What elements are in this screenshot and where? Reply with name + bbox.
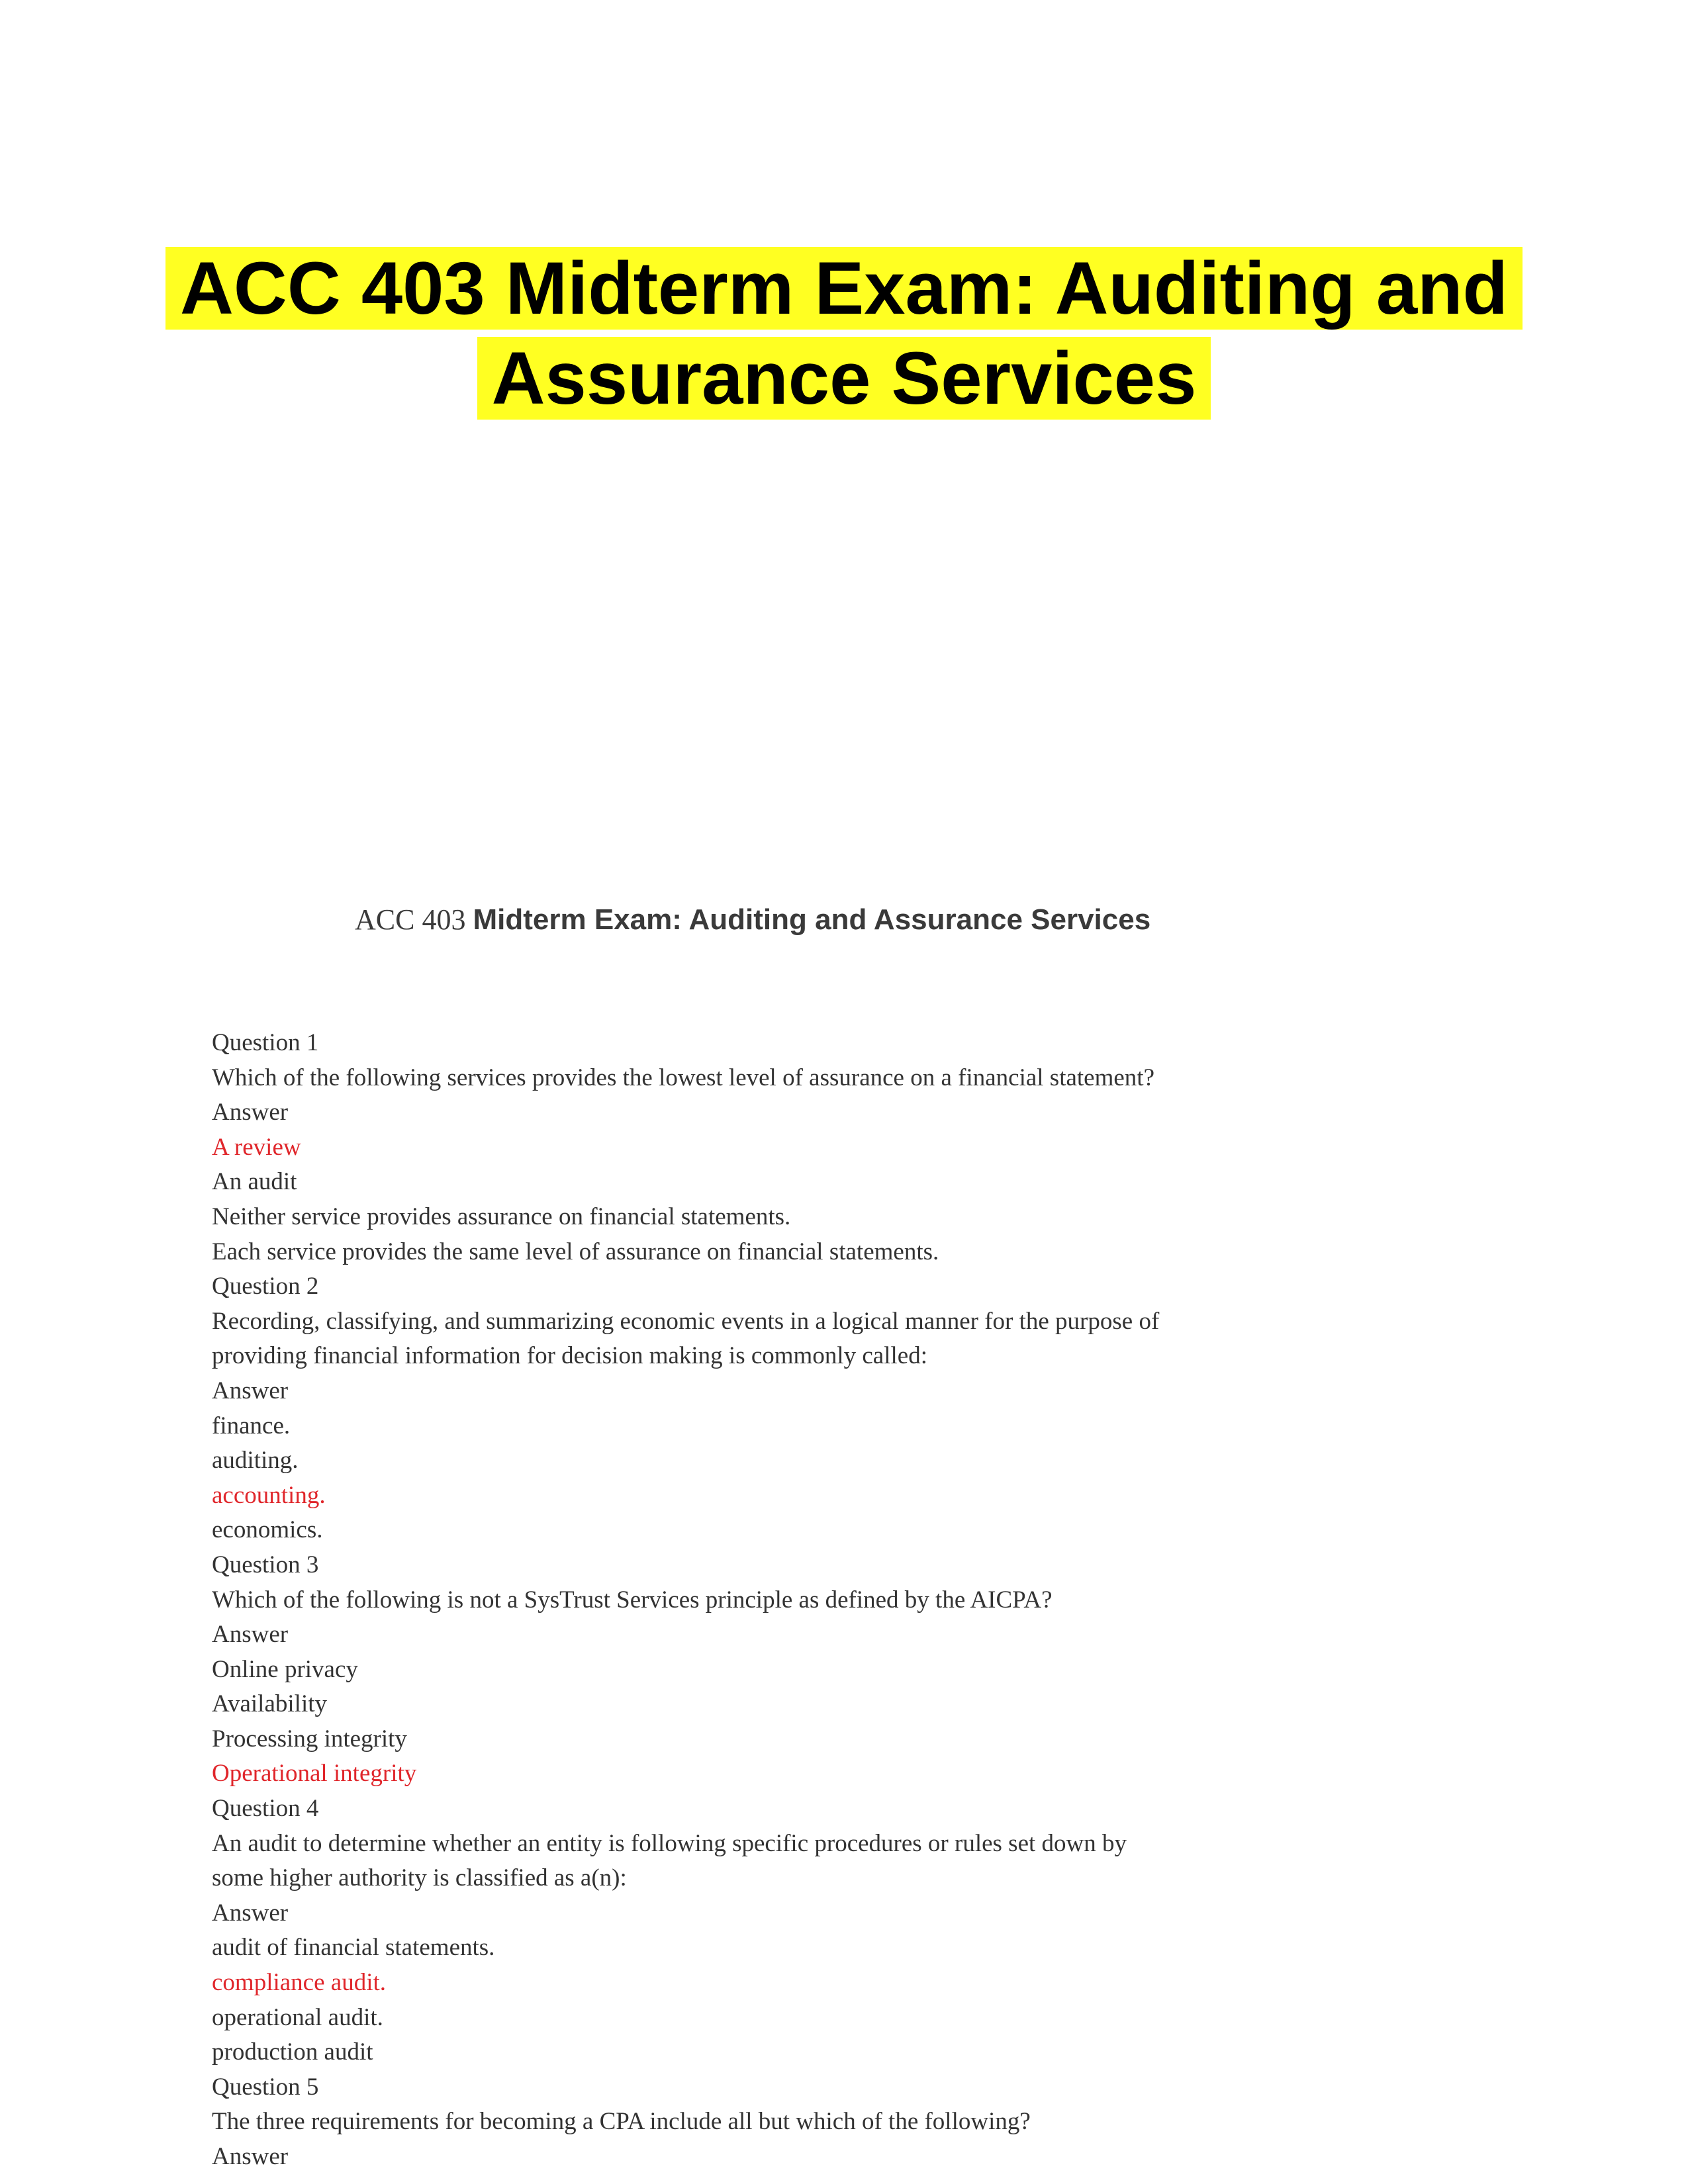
question-number: Question 2 — [212, 1273, 319, 1300]
text-line: Recording, classifying, and summarizing economic events in a logical manner for the purpose of — [212, 1307, 1160, 1335]
question-number: Question 5 — [212, 2073, 319, 2101]
text-line: Each service provides the same level of assurance on financial statements. — [212, 1238, 939, 1265]
scanned-exam-page — [199, 887, 1456, 2184]
text-line: Online privacy — [212, 1655, 358, 1683]
text-line: Processing integrity — [212, 1725, 407, 1752]
text-line: providing financial information for decision making is commonly called: — [212, 1342, 927, 1370]
text-line: Availability — [212, 1690, 327, 1718]
question-number: Question 4 — [212, 1795, 319, 1823]
correct-answer-option: Operational integrity — [212, 1760, 417, 1788]
answer-label: Answer — [212, 1099, 289, 1126]
title-highlight-line-2: Assurance Services — [477, 337, 1211, 420]
title-highlight-line-1: ACC 403 Midterm Exam: Auditing and — [165, 247, 1523, 330]
answer-label: Answer — [212, 1377, 289, 1404]
text-line: operational audit. — [212, 2003, 383, 2031]
question-answer-list — [212, 1026, 1443, 2175]
scan-page-title — [355, 900, 1150, 940]
answer-label: Answer — [212, 1899, 289, 1927]
scan-title-course-code: ACC 403 — [355, 903, 466, 936]
text-line: Neither service provides assurance on financial statements. — [212, 1203, 791, 1230]
text-line: auditing. — [212, 1447, 299, 1475]
text-line: production audit — [212, 2038, 373, 2066]
correct-answer-option: A review — [212, 1133, 301, 1161]
question-number: Question 3 — [212, 1551, 319, 1578]
text-line: An audit to determine whether an entity is following specific procedures or rules set down by — [212, 1829, 1127, 1857]
text-line: some higher authority is classified as a(n): — [212, 1864, 627, 1892]
correct-answer-option: compliance audit. — [212, 1969, 387, 1997]
answer-label: Answer — [212, 2143, 289, 2170]
document-title — [0, 244, 1688, 424]
text-line: The three requirements for becoming a CPA include all but which of the following? — [212, 2108, 1031, 2136]
text-line: Which of the following services provides the lowest level of assurance on a financial statement? — [212, 1064, 1155, 1091]
text-line: economics. — [212, 1516, 323, 1544]
correct-answer-option: accounting. — [212, 1481, 326, 1509]
text-line: An audit — [212, 1168, 297, 1196]
text-line: audit of financial statements. — [212, 1934, 495, 1962]
answer-label: Answer — [212, 1621, 289, 1649]
text-line: finance. — [212, 1412, 291, 1439]
scan-title-text: Midterm Exam: Auditing and Assurance Services — [473, 903, 1151, 936]
question-number: Question 1 — [212, 1029, 319, 1056]
text-line: Which of the following is not a SysTrust Services principle as defined by the AICPA? — [212, 1586, 1053, 1614]
